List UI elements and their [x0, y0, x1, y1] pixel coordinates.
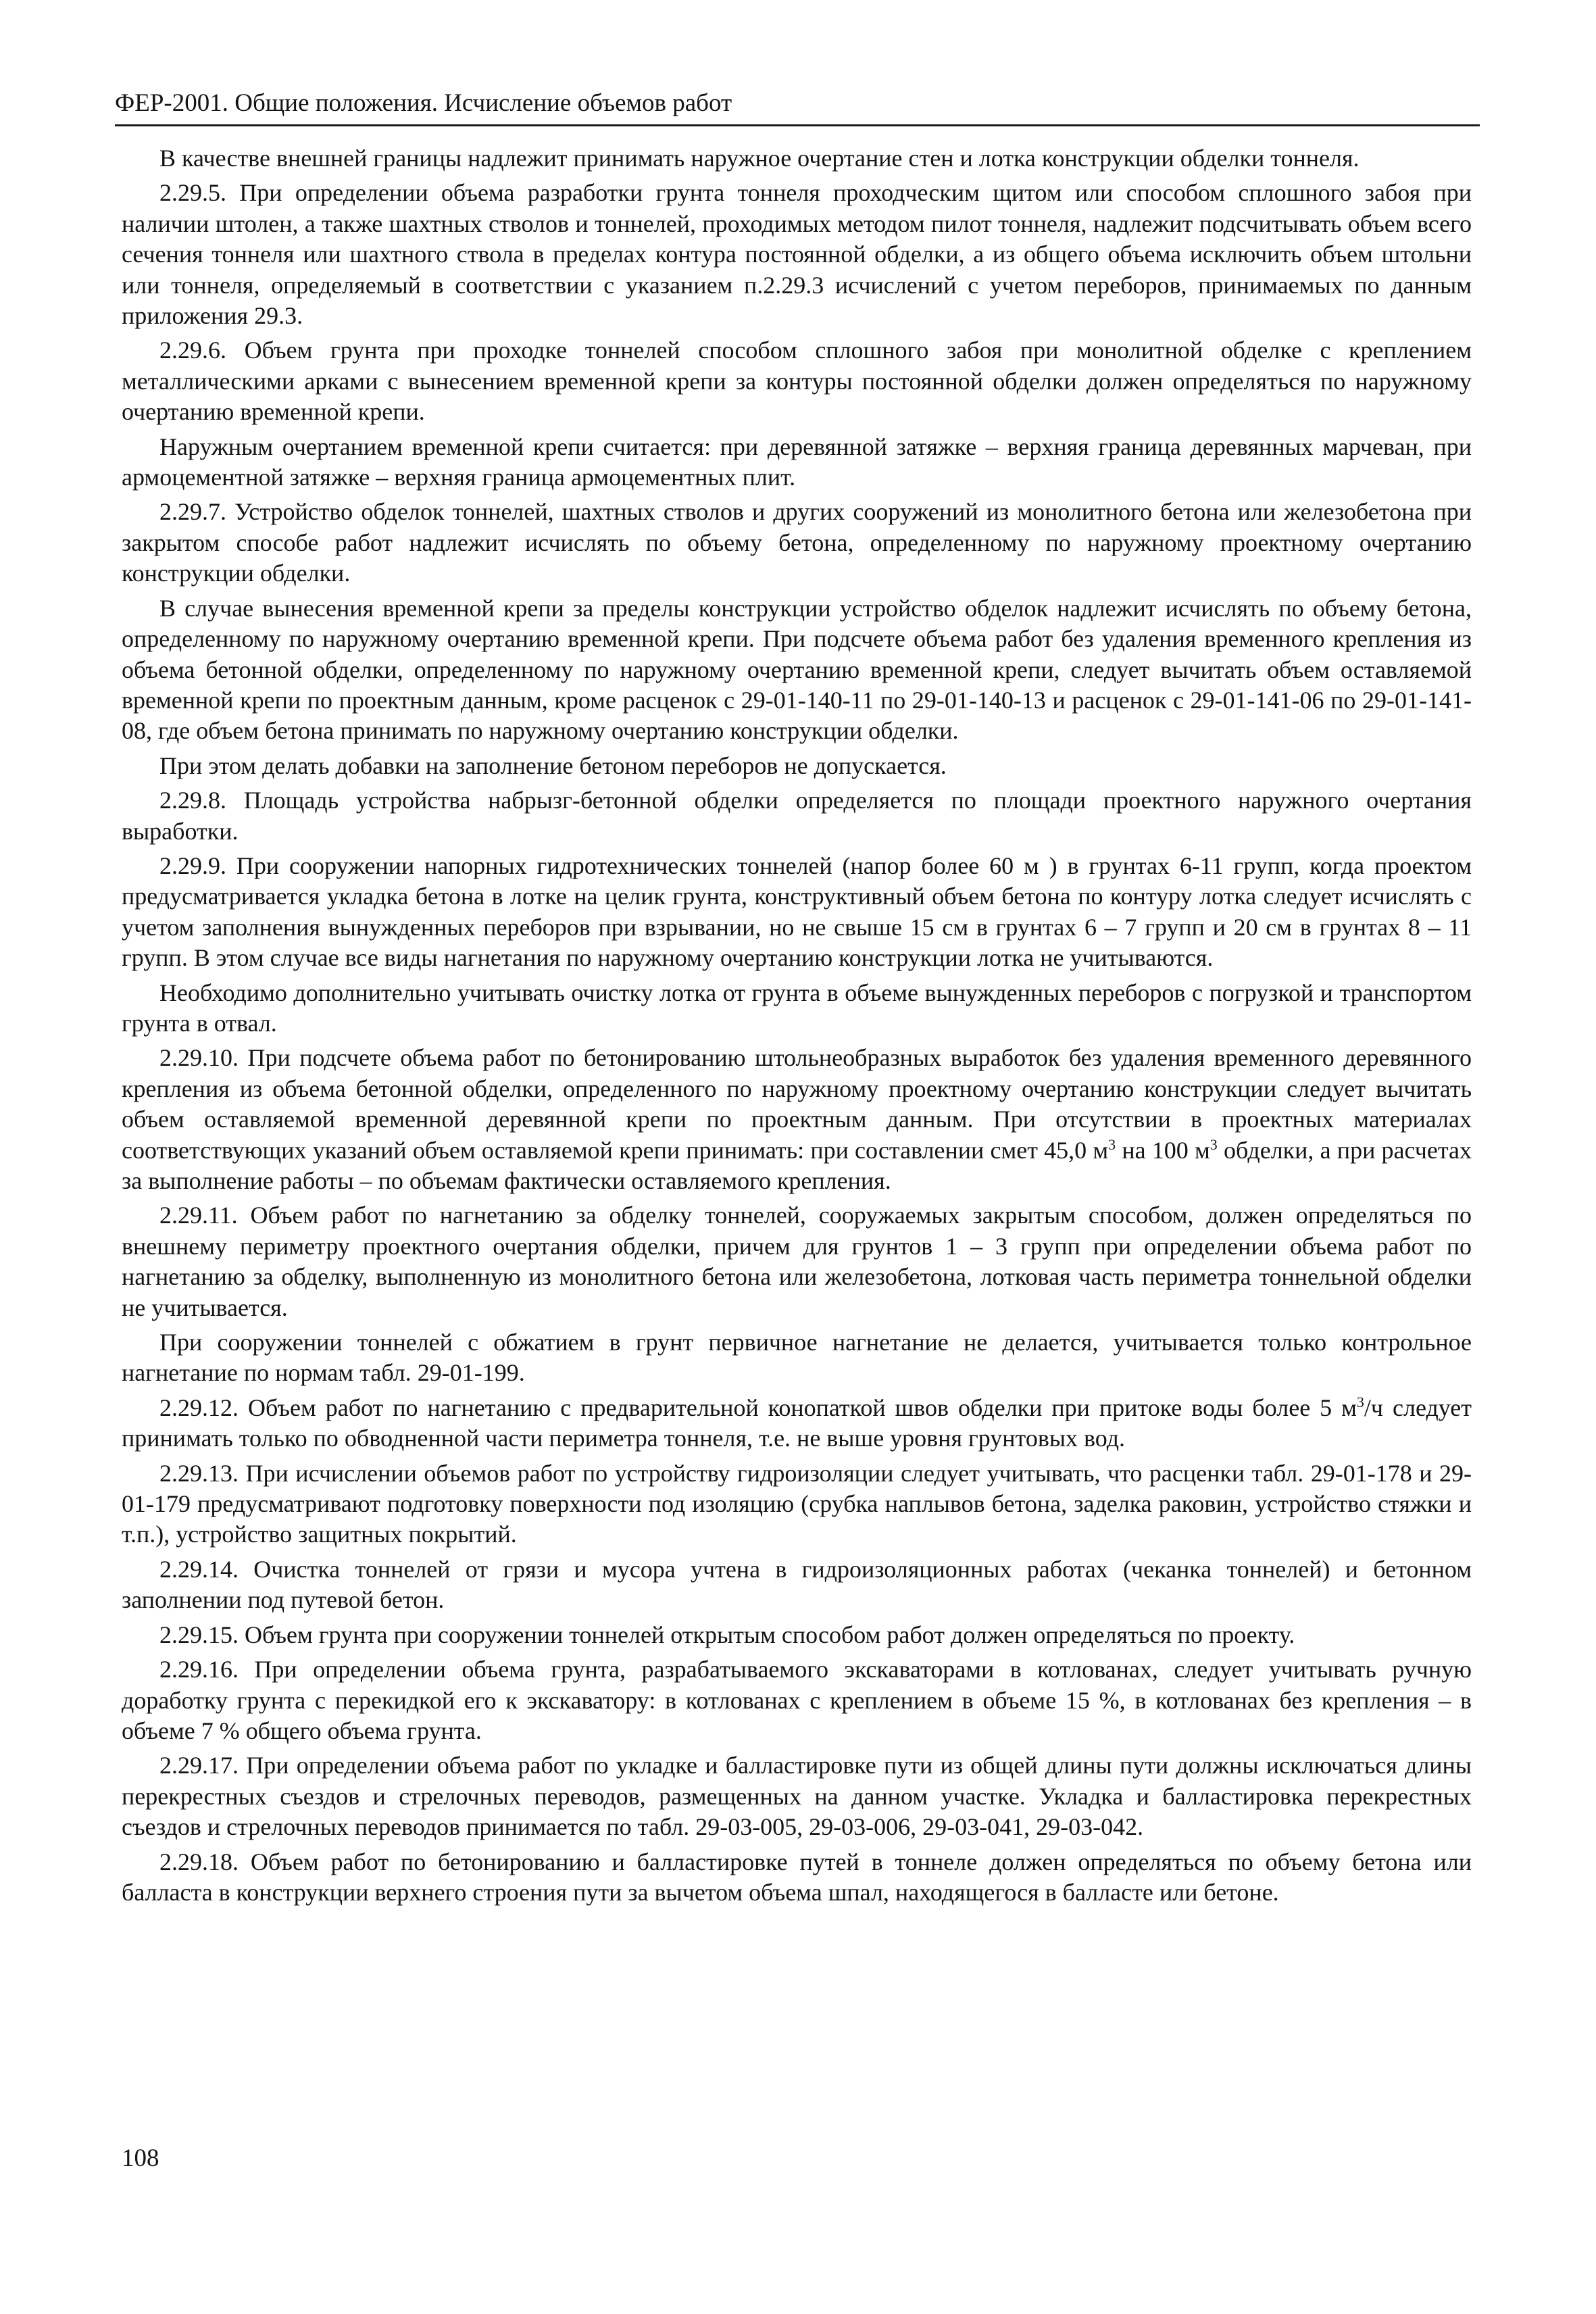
paragraph [122, 1750, 1472, 1842]
text-run: При этом делать добавки на заполнение бетоном переборов не допускается. [159, 752, 947, 779]
running-header: ФЕР-2001. Общие положения. Исчисление объемов работ [115, 89, 732, 117]
paragraph [122, 1654, 1472, 1746]
text-run: 2.29.15. Объем грунта при сооружении тоннелей открытым способом работ должен определяться по проекту. [159, 1621, 1295, 1648]
text-run: 2.29.13. При исчислении объемов работ по устройству гидроизоляции следует учитывать, что расценки табл. 29-01-178 и 29-01-179 предусматривают подготовку поверхности под изоляцию (срубка наплывов бетона, заделка раковин, устройство стяжки и т.п.), устройство защитных покрытий. [122, 1459, 1472, 1548]
paragraph [122, 1847, 1472, 1909]
text-run: на 100 м [1116, 1136, 1210, 1164]
paragraph [122, 785, 1472, 847]
header-divider [115, 124, 1480, 126]
paragraph [122, 432, 1472, 493]
paragraph [122, 497, 1472, 589]
paragraph [122, 178, 1472, 331]
paragraph [122, 335, 1472, 427]
text-run: Наружным очертанием временной крепи считается: при деревянной затяжке – верхняя граница деревянных марчеван, при армоцементной затяжке – верхняя граница армоцементных плит. [122, 433, 1472, 491]
paragraph [122, 1327, 1472, 1389]
text-run: 2.29.9. При сооружении напорных гидротехнических тоннелей (напор более 60 м ) в грунтах 6-11 групп, когда проектом предусматривается укладка бетона в лотке на целик грунта, конструктивный объем бетона по контуру лотка следует исчислять с учетом заполнения вынужденных переборов при взрывании, но не свыше 15 см в грунтах 6 – 7 групп и 20 см в грунтах 8 – 11 групп. В этом случае все виды нагнетания по наружному очертанию конструкции лотка не учитываются. [122, 852, 1472, 972]
paragraph [122, 851, 1472, 974]
text-run: 2.29.6. Объем грунта при проходке тоннелей способом сплошного забоя при монолитной обделке с креплением металлическими арками с вынесением временной крепи за контуры постоянной обделки должен определяться по наружному очертанию временной крепи. [122, 337, 1472, 426]
superscript: 3 [1108, 1135, 1116, 1153]
text-run: При сооружении тоннелей с обжатием в грунт первичное нагнетание не делается, учитывается только контрольное нагнетание по нормам табл. 29-01-199. [122, 1329, 1472, 1387]
page-number: 108 [122, 2144, 159, 2172]
text-run: обделки, а при расчетах за выполнение работы – по объемам фактически оставляемого крепления. [122, 1136, 1472, 1194]
text-run: 2.29.14. Очистка тоннелей от грязи и мусора учтена в гидроизоляционных работах (чеканка тоннелей) и бетонном заполнении под путевой бетон. [122, 1555, 1472, 1614]
text-run: 2.29.10. При подсчете объема работ по бетонированию штольнеобразных выработок без удаления временного деревянного крепления из объема бетонной обделки, определенного по наружному проектному очертанию конструкции следует вычитать объем оставляемой временной деревянной крепи по проектным данным. При отсутствии в проектных материалах соответствующих указаний объем оставляемой крепи принимать: при составлении смет 45,0 м [122, 1044, 1472, 1164]
text-run: 2.29.18. Объем работ по бетонированию и балластировке путей в тоннеле должен определяться по объему бетона или балласта в конструкции верхнего строения пути за вычетом объема шпал, находящегося в балласте или бетоне. [122, 1848, 1472, 1906]
paragraph [122, 1043, 1472, 1196]
superscript: 3 [1210, 1135, 1218, 1153]
text-run: 2.29.5. При определении объема разработки грунта тоннеля проходческим щитом или способом сплошного забоя при наличии штолен, а также шахтных стволов и тоннелей, проходимых методом пилот тоннеля, надлежит подсчитывать объем всего сечения тоннеля или шахтного ствола в пределах контура постоянной обделки, а из общего объема исключить объем штольни или тоннеля, определяемый в соответствии с указанием п.2.29.3 исчислений с учетом переборов, принимаемых по данным приложения 29.3. [122, 179, 1472, 330]
text-run: 2.29.11. Объем работ по нагнетанию за обделку тоннелей, сооружаемых закрытым способом, должен определяться по внешнему периметру проектного очертания обделки, причем для грунтов 1 – 3 групп при определении объема работ по нагнетанию за обделку, выполненную из монолитного бетона или железобетона, лотковая часть периметра тоннельной обделки не учитывается. [122, 1202, 1472, 1321]
text-run: 2.29.7. Устройство обделок тоннелей, шахтных стволов и других сооружений из монолитного бетона или железобетона при закрытом способе работ надлежит исчислять по объему бетона, определенному по наружному проектному очертанию конструкции обделки. [122, 498, 1472, 587]
text-run: В случае вынесения временной крепи за пределы конструкции устройство обделок надлежит исчислять по объему бетона, определенному по наружному очертанию временной крепи. При подсчете объема работ без удаления временного крепления из объема бетонной обделки, определенному по наружному очертанию временной крепи, следует вычитать объем оставляемой временной крепи по проектным данным, кроме расценок с 29-01-140-11 по 29-01-140-13 и расценок с 29-01-141-06 по 29-01-141-08, где объем бетона принимать по наружному очертанию конструкции обделки. [122, 594, 1472, 745]
paragraph [122, 143, 1472, 174]
text-run: Необходимо дополнительно учитывать очистку лотка от грунта в объеме вынужденных переборов с погрузкой и транспортом грунта в отвал. [122, 979, 1472, 1037]
body-text [122, 143, 1472, 1912]
paragraph [122, 1554, 1472, 1616]
text-run: 2.29.17. При определении объема работ по укладке и балластировке пути из общей длины пути должны исключаться длины перекрестных съездов и стрелочных переводов, размещенных на данном участке. Укладка и балластировка перекрестных съездов и стрелочных переводов принимается по табл. 29-03-005, 29-03-006, 29-03-041, 29-03-042. [122, 1752, 1472, 1841]
paragraph [122, 1200, 1472, 1323]
paragraph [122, 751, 1472, 781]
paragraph [122, 978, 1472, 1039]
text-run: В качестве внешней границы надлежит принимать наружное очертание стен и лотка конструкции обделки тоннеля. [159, 145, 1360, 172]
paragraph [122, 1620, 1472, 1650]
text-run: /ч следует принимать только по обводненной части периметра тоннеля, т.е. не выше уровня грунтовых вод. [122, 1394, 1472, 1452]
superscript: 3 [1356, 1393, 1364, 1410]
paragraph [122, 1393, 1472, 1454]
paragraph [122, 1458, 1472, 1550]
text-run: 2.29.8. Площадь устройства набрызг-бетонной обделки определяется по площади проектного наружного очертания выработки. [122, 787, 1472, 845]
text-run: 2.29.12. Объем работ по нагнетанию с предварительной конопаткой швов обделки при притоке воды более 5 м [159, 1394, 1357, 1421]
text-run: 2.29.16. При определении объема грунта, разрабатываемого экскаваторами в котлованах, следует учитывать ручную доработку грунта с перекидкой его к экскаватору: в котлованах с креплением в объеме 15 %, в котлованах без крепления – в объеме 7 % общего объема грунта. [122, 1656, 1472, 1744]
paragraph [122, 593, 1472, 747]
